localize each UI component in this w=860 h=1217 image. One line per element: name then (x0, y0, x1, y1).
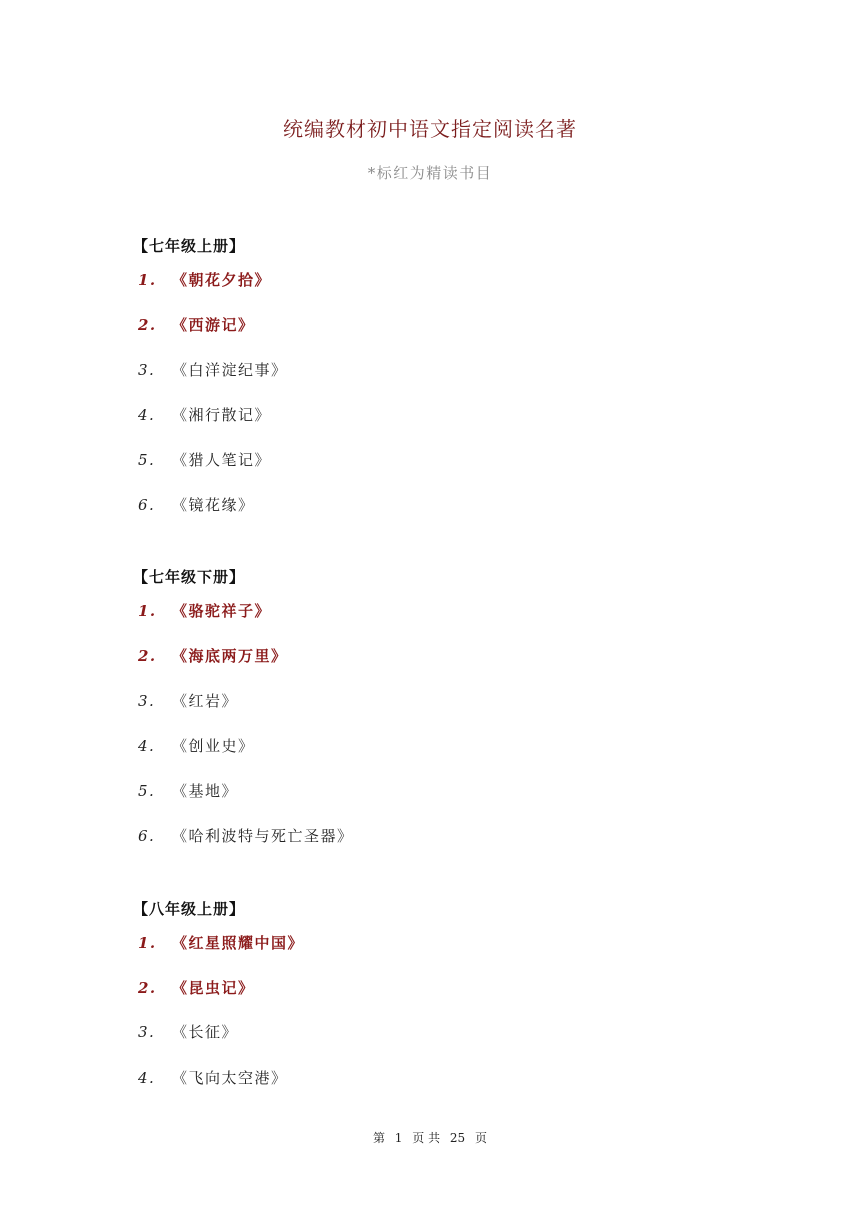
book-number: 1. (138, 271, 157, 289)
book-title: 《西游记》 (172, 316, 255, 334)
section-heading-grade8-vol1: 【八年级上册】 (133, 900, 246, 918)
book-item (138, 932, 304, 953)
section-heading-grade7-vol1: 【七年级上册】 (133, 237, 246, 255)
book-number: 1. (138, 934, 157, 952)
book-title: 《骆驼祥子》 (172, 602, 272, 620)
book-item (138, 825, 354, 846)
book-item (138, 600, 271, 621)
book-number: 3. (138, 361, 156, 379)
book-item (138, 690, 238, 711)
book-number: 4. (138, 1069, 156, 1087)
book-title: 《猎人笔记》 (172, 451, 272, 469)
book-title: 《红星照耀中国》 (172, 934, 305, 952)
book-title: 《红岩》 (172, 692, 239, 710)
book-item (138, 977, 255, 998)
book-number: 3. (138, 692, 156, 710)
footer-prefix: 第 (372, 1131, 385, 1145)
page-footer (0, 1129, 860, 1146)
book-item (138, 645, 288, 666)
book-item (138, 269, 271, 290)
book-title: 《镜花缘》 (172, 496, 255, 514)
book-title: 《白洋淀纪事》 (172, 361, 288, 379)
book-item (138, 780, 238, 801)
book-title: 《基地》 (172, 782, 239, 800)
book-title: 《海底两万里》 (172, 647, 288, 665)
book-title: 《飞向太空港》 (172, 1069, 288, 1087)
book-item (138, 314, 255, 335)
book-item (138, 1067, 288, 1088)
book-number: 6. (138, 827, 156, 845)
book-title: 《朝花夕拾》 (172, 271, 272, 289)
book-title: 《创业史》 (172, 737, 255, 755)
book-item (138, 1021, 238, 1042)
book-title: 《长征》 (172, 1023, 239, 1041)
book-number: 4. (138, 406, 156, 424)
footer-suffix: 页 (475, 1131, 488, 1145)
book-number: 5. (138, 782, 156, 800)
book-number: 2. (138, 316, 157, 334)
book-item (138, 404, 271, 425)
book-item (138, 494, 255, 515)
book-number: 2. (138, 647, 157, 665)
book-number: 3. (138, 1023, 156, 1041)
page-subtitle: *标红为精读书目 (367, 164, 493, 182)
book-number: 6. (138, 496, 156, 514)
book-number: 4. (138, 737, 156, 755)
book-item (138, 449, 271, 470)
book-title: 《哈利波特与死亡圣器》 (172, 827, 354, 845)
book-number: 5. (138, 451, 156, 469)
book-title: 《湘行散记》 (172, 406, 272, 424)
footer-middle: 页 共 (412, 1131, 441, 1145)
footer-page-number: 1 (394, 1131, 403, 1145)
book-number: 1. (138, 602, 157, 620)
book-title: 《昆虫记》 (172, 979, 255, 997)
page-title: 统编教材初中语文指定阅读名著 (283, 117, 577, 141)
section-heading-grade7-vol2: 【七年级下册】 (133, 568, 246, 586)
book-number: 2. (138, 979, 157, 997)
book-item (138, 359, 288, 380)
book-item (138, 735, 255, 756)
footer-total-pages: 25 (449, 1131, 466, 1145)
